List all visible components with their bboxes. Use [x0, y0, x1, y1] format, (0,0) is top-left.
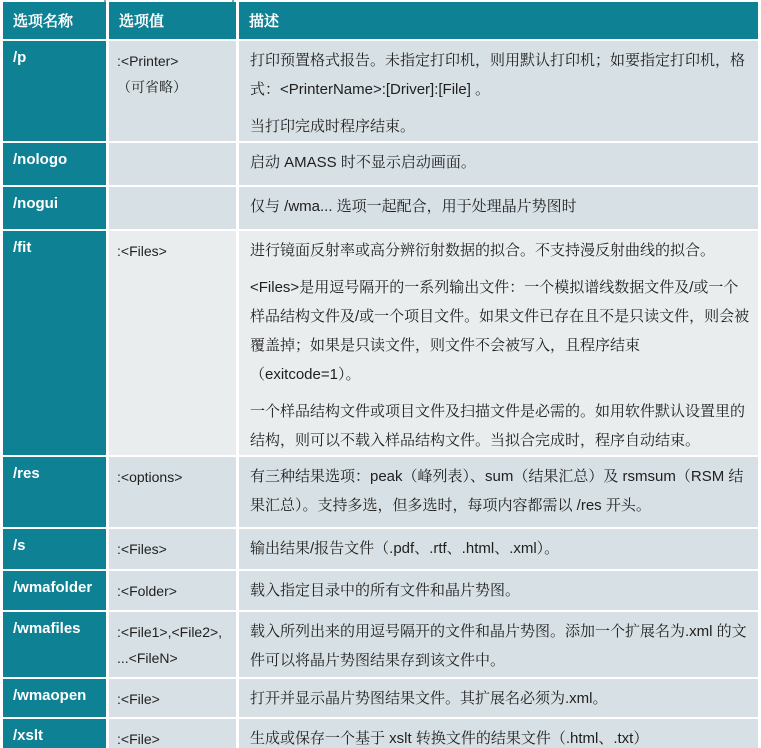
description-paragraph: 输出结果/报告文件（.pdf、.rtf、.html、.xml）。	[250, 540, 560, 557]
option-name-cell: /s	[3, 529, 106, 569]
option-name-cell: /nogui	[3, 187, 106, 229]
option-value-cell	[109, 719, 236, 748]
column-divider-mark	[232, 0, 234, 2]
option-name-cell: /wmaopen	[3, 679, 106, 717]
header-row	[3, 2, 758, 39]
table-row	[3, 457, 758, 527]
description-paragraph: 启动 AMASS 时不显示启动画面。	[250, 154, 476, 171]
column-header-description: 描述	[239, 2, 758, 39]
description-cell	[239, 231, 758, 455]
option-name-cell: /fit	[3, 231, 106, 455]
option-name-cell: /nologo	[3, 143, 106, 185]
option-value-line: :<Files>	[117, 243, 167, 259]
option-value-cell	[109, 231, 236, 455]
table-row	[3, 529, 758, 569]
option-value-cell	[109, 187, 236, 229]
option-value-line: :<options>	[117, 469, 183, 485]
table-row	[3, 187, 758, 229]
option-name-cell: /p	[3, 41, 106, 141]
option-value-line: :<File1>,<File2>,	[117, 624, 223, 640]
option-value-line: ...<FileN>	[117, 650, 178, 666]
option-value-line: :<Folder>	[117, 583, 177, 599]
description-paragraph: 载入指定目录中的所有文件和晶片势图。	[250, 582, 521, 599]
table-row	[3, 612, 758, 677]
option-value-line: :<File>	[117, 731, 160, 747]
table-row	[3, 231, 758, 455]
table-row	[3, 719, 758, 748]
option-value-line: :<File>	[117, 691, 160, 707]
option-name-cell: /xslt	[3, 719, 106, 748]
description-cell	[239, 571, 758, 610]
table-row	[3, 571, 758, 610]
description-cell	[239, 529, 758, 569]
description-cell	[239, 457, 758, 527]
description-paragraph: 载入所列出来的用逗号隔开的文件和晶片势图。添加一个扩展名为.xml 的文件可以将晶片势图结果存到该文件中。	[250, 623, 747, 669]
option-value-cell	[109, 529, 236, 569]
description-paragraph: 打印预置格式报告。未指定打印机，则用默认打印机；如要指定打印机，格式：<PrinterName>:[Driver]:[File] 。	[250, 52, 746, 98]
option-name-cell: /wmafolder	[3, 571, 106, 610]
option-value-cell	[109, 571, 236, 610]
option-value-line: （可省略）	[117, 79, 187, 95]
option-value-cell	[109, 457, 236, 527]
option-value-cell	[109, 612, 236, 677]
description-paragraph: 进行镜面反射率或高分辨衍射数据的拟合。不支持漫反射曲线的拟合。	[250, 242, 716, 259]
table-row	[3, 143, 758, 185]
column-header-option-value: 选项值	[109, 2, 236, 39]
table-row	[3, 679, 758, 717]
description-paragraph: 打开并显示晶片势图结果文件。其扩展名必须为.xml。	[250, 690, 608, 707]
option-name-cell: /wmafiles	[3, 612, 106, 677]
description-cell	[239, 612, 758, 677]
option-name-cell: /res	[3, 457, 106, 527]
table-row	[3, 41, 758, 141]
description-paragraph: 仅与 /wma... 选项一起配合，用于处理晶片势图时	[250, 198, 577, 215]
description-cell	[239, 719, 758, 748]
option-value-line: :<Files>	[117, 541, 167, 557]
description-paragraph: 有三种结果选项：peak（峰列表）、sum（结果汇总）及 rsmsum（RSM 结果汇总）。支持多选，但多选时，每项内容都需以 /res 开头。	[250, 468, 744, 514]
option-value-line: :<Printer>	[117, 53, 179, 69]
description-cell	[239, 41, 758, 141]
description-cell	[239, 679, 758, 717]
column-divider-mark	[104, 0, 106, 2]
description-paragraph: 一个样品结构文件或项目文件及扫描文件是必需的。如用软件默认设置里的结构，则可以不载入样品结构文件。当拟合完成时，程序自动结束。	[250, 403, 746, 449]
description-paragraph: 当打印完成时程序结束。	[250, 118, 416, 135]
option-value-cell	[109, 143, 236, 185]
description-paragraph: <Files>是用逗号隔开的一系列输出文件：一个模拟谱线数据文件及/或一个样品结构文件及/或一个项目文件。如果文件已存在且不是只读文件，则会被覆盖掉；如果是只读文件，则文件不会被写入，且程序结束（exitcode=1）。	[250, 279, 750, 383]
description-paragraph: 生成或保存一个基于 xslt 转换文件的结果文件（.html、.txt）	[250, 730, 649, 747]
option-value-cell	[109, 679, 236, 717]
description-cell	[239, 187, 758, 229]
column-header-option-name: 选项名称	[3, 2, 106, 39]
option-value-cell	[109, 41, 236, 141]
description-cell	[239, 143, 758, 185]
